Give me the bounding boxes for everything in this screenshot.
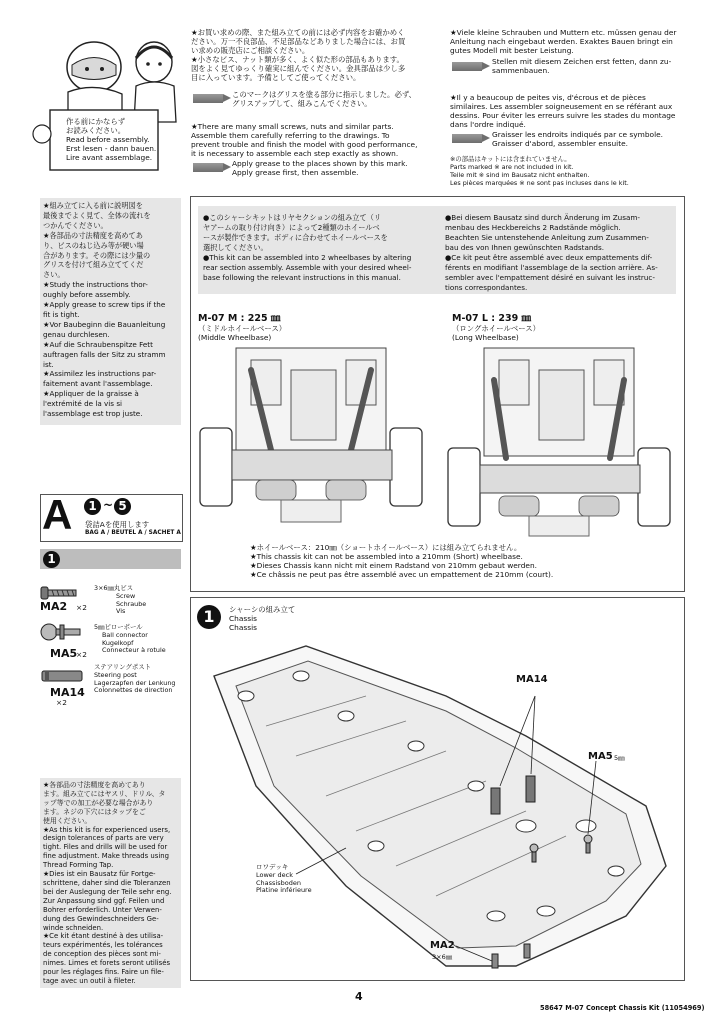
side-note-1-text xyxy=(43,201,180,419)
part-name-line: ステアリングポスト xyxy=(94,663,152,671)
side-note-line: winde schneiden. xyxy=(43,923,104,932)
side-note-line: 合があります。その際には少量の xyxy=(43,250,151,260)
side-note-line: oughly before assembly. xyxy=(43,290,131,300)
side-note-line: ★Study the instructions thor- xyxy=(43,280,148,290)
lower-deck-label xyxy=(256,864,312,895)
mascot-line-2: お読みください。 xyxy=(66,126,126,135)
short-wb-line: ★Dieses Chassis kann nicht mit einem Radstand von 210mm gebaut werden. xyxy=(250,561,537,570)
not-included-line: ※の部品はキットには含まれていません。 xyxy=(450,155,571,163)
step-1-title-jp: シャーシの組み立て xyxy=(229,605,296,614)
part-name-line: Connecteur à rotule xyxy=(102,646,166,655)
wheelbase-info-line: base following the relevant instructions in this manual. xyxy=(203,273,401,282)
part-ma2-code: MA2 xyxy=(40,600,68,613)
wheelbase-info-line: ●Ce kit peut être assemblé avec deux empattements dif- xyxy=(445,253,653,262)
grease-fr-line: Graisser d'abord, assembler ensuite. xyxy=(492,139,629,148)
side-note-line: グリスを付けて組み立ててくだ xyxy=(43,260,144,270)
side-note-line: ップ等での加工が必要な場合があり xyxy=(43,798,154,807)
side-note-line: ★Vor Baubeginn die Bauanleitung xyxy=(43,319,166,329)
intro-de-line: gutes Modell mit bester Leistung. xyxy=(450,46,574,55)
intro-jp-line: い求めの販売店にご相談ください。 xyxy=(191,46,310,55)
kit-info: 58647 M-07 Concept Chassis Kit (11054969) xyxy=(540,1004,705,1012)
wheelbase-middle-jp: （ミドルホイールベース） xyxy=(198,324,287,333)
wheelbase-long-jp: （ロングホイールベース） xyxy=(452,324,541,333)
side-note-line: l'extrémité de la vis si xyxy=(43,399,123,409)
short-wheelbase-note xyxy=(250,543,670,579)
intro-de-line: ★Viele kleine Schrauben und Muttern etc. müssen genau der xyxy=(450,28,677,37)
side-note-line: dung des Gewindeschneiders Ge- xyxy=(43,914,159,923)
label-ma2-size: 3×6㎜ xyxy=(432,953,453,961)
side-note-line: ます。ネジの下穴にはタップをご xyxy=(43,807,146,816)
lower-deck-line: Chassisboden xyxy=(256,878,301,887)
grease-de-line: Stellen mit diesem Zeichen erst fetten, dann zu- xyxy=(492,57,672,66)
short-wb-line: ★ホイールベース：210㎜（ショートホイールベース）には組み立てられません。 xyxy=(250,543,522,552)
grease-jp-line: このマークはグリスを塗る部分に指示しました。必ず、 xyxy=(232,90,417,99)
side-note-line: ★Assimilez les instructions par- xyxy=(43,369,157,379)
wheelbase-info-line: bau des von Ihnen gewünschten Radstands. xyxy=(445,243,605,252)
intro-jp-line: ★小さなビス、ナット類が多く、よく似た形の部品もあります。 xyxy=(191,55,404,64)
part-name-line: Steering post xyxy=(94,670,137,679)
wheelbase-middle-label xyxy=(198,310,378,342)
intro-de-line: Anleitung nach eingebaut werden. Exaktes Bauen bringt ein xyxy=(450,37,673,46)
rear-section-middle-drawing xyxy=(196,340,426,540)
wheelbase-long-title: M-07 L : 239 ㎜ xyxy=(452,313,532,324)
wheelbase-info-line: menbau des Heckbereichs 2 Radstände möglich. xyxy=(445,223,621,232)
side-note-line: ★Apply grease to screw tips if the xyxy=(43,300,166,310)
part-name-line: 5㎜ピローボール xyxy=(94,623,143,631)
not-included-line: Parts marked ※ are not included in kit. xyxy=(450,163,574,171)
wheelbase-info-line: férents en modifiant l'assemblage de la section arrière. As- xyxy=(445,263,658,272)
bag-use-jp: 袋詰Aを使用します xyxy=(85,520,150,529)
side-note-line: ★As this kit is for experienced users, xyxy=(43,825,171,834)
bag-step-to-icon: 5 xyxy=(114,498,131,515)
grease-fr-line: Graisser les endroits indiqués par ce symbole. xyxy=(492,130,664,139)
side-note-line: design tolerances of parts are very xyxy=(43,834,164,843)
bag-letter: A xyxy=(42,491,73,538)
side-note-line: ★Dies ist ein Bausatz für Fortge- xyxy=(43,870,156,879)
side-note-2-text xyxy=(43,781,180,986)
side-note-line: ★各部品の寸法精度を高めてあ xyxy=(43,230,143,240)
lower-deck-line: Lower deck xyxy=(256,870,294,879)
side-note-line: ★Ce kit étant destiné à des utilisa- xyxy=(43,932,164,941)
part-ma5-qty: ×2 xyxy=(76,650,87,659)
wheelbase-info-line: rear section assembly. Assemble with your desired wheel- xyxy=(203,263,412,272)
side-note-line: つかんでください。 xyxy=(43,220,108,230)
wheelbase-info-line: ースが製作できます。ボディに合わせてホイールベースを xyxy=(203,233,388,242)
side-note-line: pour les réglages fins. Faire un file- xyxy=(43,968,164,977)
part-ma2-names xyxy=(94,585,146,616)
side-note-line: ます。組み立てにはヤスリ、ドリル、タ xyxy=(43,789,166,798)
side-note-line: Bohrer erforderlich. Unter Verwen- xyxy=(43,905,162,914)
side-note-line: de conception des pièces sont mi- xyxy=(43,950,161,959)
part-ma2-qty: ×2 xyxy=(76,603,87,612)
mascot-line-3: Read before assembly. xyxy=(66,135,150,144)
part-name-line: 3×6㎜丸ビス xyxy=(94,584,134,592)
side-note-line: nimes. Limes et forets seront utilisés xyxy=(43,959,171,968)
intro-jp-line: ★お買い求めの際、また組み立ての前には必ず内容をお確かめく xyxy=(191,28,405,37)
bag-range-separator: ~ xyxy=(103,498,114,512)
side-note-line: さい。 xyxy=(43,270,65,280)
wheelbase-info-right xyxy=(445,213,675,293)
wheelbase-info-line: sembler avec l'empattement désiré en suivant les instruc- xyxy=(445,273,655,282)
intro-english xyxy=(191,122,441,158)
bag-step-from-icon: 1 xyxy=(84,498,101,515)
side-note-line: ★組み立てに入る前に説明図を xyxy=(43,201,143,210)
intro-jp-line: 図をよく見てゆっくり確実に組んでください。金具部品は少し多 xyxy=(191,64,406,73)
side-note-line: り、ビスのねじ込み等が硬い場 xyxy=(43,240,144,250)
grease-mark-icon xyxy=(452,134,482,143)
side-note-line: 最後までよく見て、全体の流れを xyxy=(43,210,151,220)
not-included-line: Teile mit ※ sind im Bausatz nicht enthalten. xyxy=(450,171,590,179)
side-note-line: auftragen falls der Sitz zu stramm xyxy=(43,349,166,359)
part-ma5-ball-connector-icon xyxy=(40,621,84,647)
grease-mark-icon xyxy=(193,163,223,172)
side-note-line: ★各部品の寸法精度を高めてあり xyxy=(43,781,146,789)
grease-note-fr xyxy=(492,130,702,148)
side-note-line: fine adjustment. Make threads using xyxy=(43,852,170,861)
step-1-bar-num-icon: 1 xyxy=(43,551,60,568)
intro-en-line: Assemble them carefully referring to the drawings. To xyxy=(191,131,390,140)
label-ma2: MA2 xyxy=(430,940,455,951)
grease-mark-icon xyxy=(193,94,223,103)
wheelbase-middle-en: (Middle Wheelbase) xyxy=(198,333,272,342)
grease-note-de xyxy=(492,57,702,75)
wheelbase-info-line: ●Bei diesem Bausatz sind durch Änderung im Zusam- xyxy=(445,213,640,222)
intro-jp-line: 目に入っています。予備としてご使ってください。 xyxy=(191,73,361,82)
grease-mark-icon xyxy=(452,62,482,71)
label-ma5-size: 5㎜ xyxy=(614,754,625,762)
part-name-line: Kugelkopf xyxy=(102,638,134,647)
side-note-line: Thread Forming Tap. xyxy=(43,861,114,870)
not-included-note xyxy=(450,155,710,187)
not-included-line: Les pièces marquées ※ ne sont pas incluses dans le kit. xyxy=(450,179,629,187)
wheelbase-info-left xyxy=(203,213,443,283)
mascot-line-5: Lire avant assemblage. xyxy=(66,153,153,162)
part-name-line: Screw xyxy=(116,591,136,600)
side-note-line: ★Auf die Schraubenspitze Fett xyxy=(43,339,153,349)
part-ma14-steering-post-icon xyxy=(40,668,84,688)
side-note-line: Zur Anpassung sind ggf. Feilen und xyxy=(43,896,165,905)
part-ma14-names xyxy=(94,664,175,695)
part-ma5-names xyxy=(94,624,166,655)
wheelbase-long-en: (Long Wheelbase) xyxy=(452,333,519,342)
lower-deck-line: Platine inférieure xyxy=(256,886,312,895)
part-ma5-code: MA5 xyxy=(50,647,78,660)
rear-section-long-drawing xyxy=(444,340,674,540)
side-note-line: schrittene, daher sind die Toleranzen xyxy=(43,878,171,887)
side-note-line: tage avec un outil à fileter. xyxy=(43,976,136,985)
side-note-line: faitement avant l'assemblage. xyxy=(43,379,153,389)
grease-en-line: Apply grease first, then assemble. xyxy=(232,168,359,177)
side-note-line: l'assemblage est trop juste. xyxy=(43,409,143,419)
wheelbase-info-line: ヤアームの取り付け向き）によって2種類のホイールベ xyxy=(203,223,380,232)
grease-de-line: sammenbauen. xyxy=(492,66,550,75)
step-1-title-de: Chassis xyxy=(229,623,257,632)
lower-deck-line: ロワデッキ xyxy=(256,863,289,871)
intro-fr-line: dans l'ordre indiqué. xyxy=(450,120,526,129)
wheelbase-middle-title: M-07 M : 225 ㎜ xyxy=(198,313,281,324)
wheelbase-info-line: ●このシャーシキットはリヤセクションの組み立て（リ xyxy=(203,213,382,222)
intro-french xyxy=(450,93,705,129)
wheelbase-info-line: tions correspondantes. xyxy=(445,283,528,292)
side-note-line: teurs expérimentés, les tolérances xyxy=(43,941,163,950)
part-name-line: Schraube xyxy=(116,599,147,608)
grease-jp-line: グリスアップして、組みこんでください。 xyxy=(232,99,372,108)
part-name-line: Lagerzapfen der Lenkung xyxy=(94,678,176,687)
grease-en-line: Apply grease to the places shown by this mark. xyxy=(232,159,408,168)
step-1-num-icon: 1 xyxy=(197,605,221,629)
mascot-line-1: 作る前にかならず xyxy=(66,117,126,126)
step-1-title-en: Chassis xyxy=(229,614,257,623)
page-number: 4 xyxy=(355,990,363,1003)
wheelbase-info-line: 選択してください。 xyxy=(203,243,268,252)
short-wb-line: ★This chassis kit can not be assembled into a 210mm (Short) wheelbase. xyxy=(250,552,523,561)
part-name-line: Vis xyxy=(116,607,126,616)
wheelbase-info-line: ●This kit can be assembled into 2 wheelbases by altering xyxy=(203,253,412,262)
side-note-line: tight. Files and drills will be used for xyxy=(43,843,168,852)
wheelbase-info-line: Beachten Sie untenstehende Anleitung zum Zusammen- xyxy=(445,233,649,242)
side-note-line: genau durchlesen. xyxy=(43,329,110,339)
intro-en-line: prevent trouble and finish the model with good performance, xyxy=(191,140,418,149)
side-note-line: 使用ください。 xyxy=(43,816,92,825)
bag-use-en: BAG A / BEUTEL A / SACHET A xyxy=(85,530,181,536)
short-wb-line: ★Ce châssis ne peut pas être assemblé avec un empattement de 210mm (court). xyxy=(250,570,554,579)
part-name-line: Colonnettes de direction xyxy=(94,686,173,695)
step-1-bar xyxy=(40,549,181,569)
intro-fr-line: dessins. Pour éviter les erreurs suivre les stades du montage xyxy=(450,111,676,120)
intro-fr-line: similaires. Les assembler soigneusement en se référant aux xyxy=(450,102,673,111)
part-ma14-qty: ×2 xyxy=(56,698,67,707)
side-note-line: fit is tight. xyxy=(43,309,80,319)
part-ma14-code: MA14 xyxy=(50,686,85,699)
label-ma14: MA14 xyxy=(516,674,548,685)
intro-german xyxy=(450,28,700,55)
grease-note-jp xyxy=(232,90,442,108)
label-ma5: MA5 xyxy=(588,751,613,762)
side-note-line: ★Appliquer de la graisse à xyxy=(43,389,139,399)
part-name-line: Ball connector xyxy=(102,630,148,639)
chassis-lower-deck-drawing xyxy=(196,636,680,976)
mascot-line-4: Erst lesen - dann bauen. xyxy=(66,144,157,153)
intro-en-line: ★There are many small screws, nuts and similar parts. xyxy=(191,122,394,131)
step-1-title xyxy=(229,605,295,632)
intro-japanese xyxy=(191,28,436,82)
intro-fr-line: ★Il y a beaucoup de peites vis, d'écrous et de pièces xyxy=(450,93,646,102)
mascot-caption xyxy=(66,117,186,162)
intro-jp-line: ださい。万一不良部品、不足部品などありました場合には、お買 xyxy=(191,37,406,46)
side-note-line: ist. xyxy=(43,359,54,369)
grease-note-en xyxy=(232,159,442,177)
wheelbase-long-label xyxy=(452,310,632,342)
intro-en-line: it is necessary to assemble each step exactly as shown. xyxy=(191,149,399,158)
side-note-line: bei der Auslegung der Teile sehr eng. xyxy=(43,887,172,896)
